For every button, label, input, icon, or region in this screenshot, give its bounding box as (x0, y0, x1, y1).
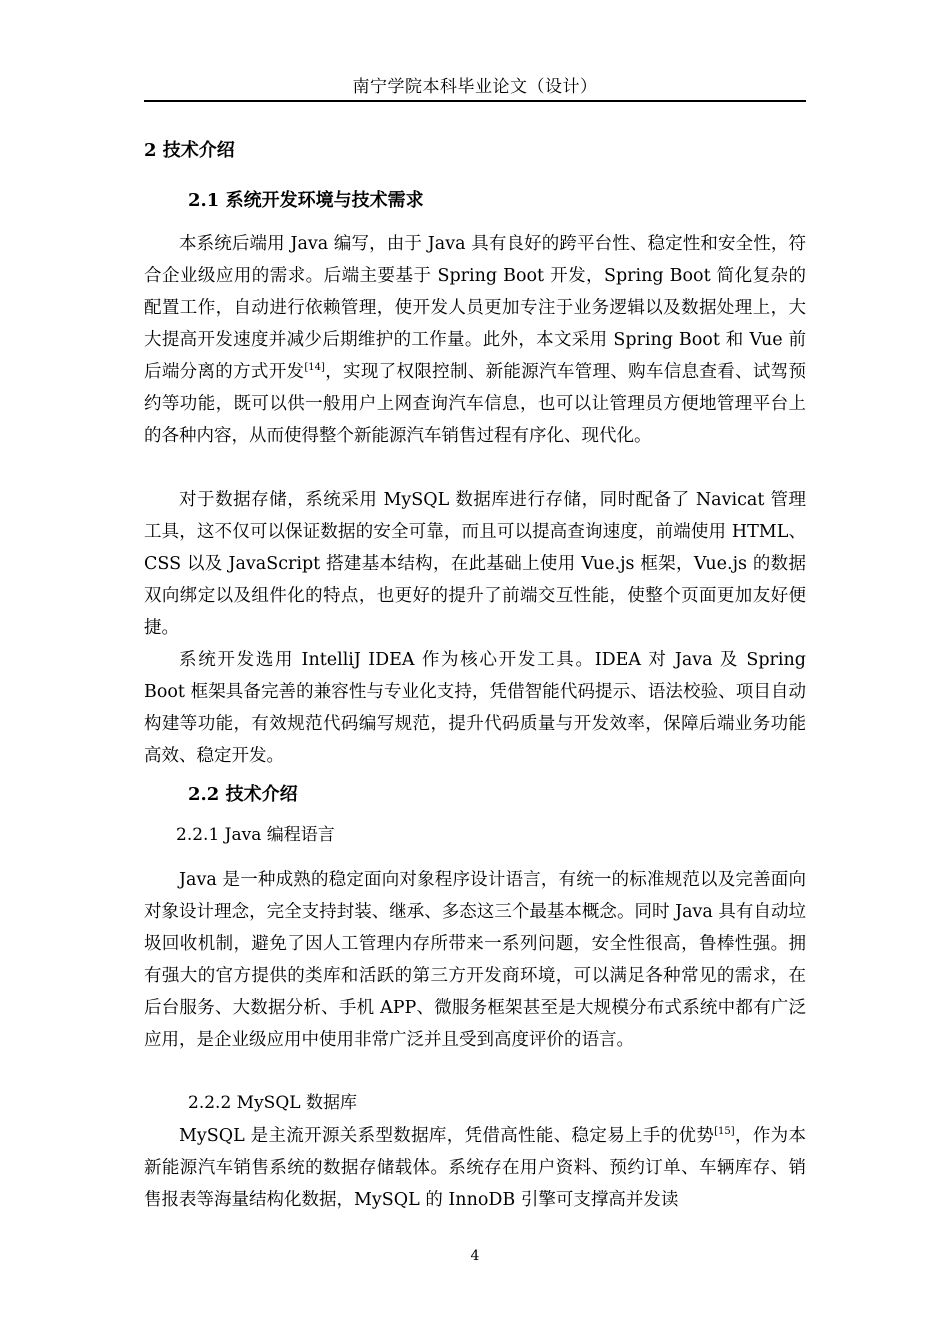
section-heading-2-2: 2.2 技术介绍 (188, 784, 298, 805)
paragraph-5-text-b: ，作为本新能源汽车销售系统的数据存储载体。系统存在用户资料、预约订单、车辆库存、销售报表等海量结构化数据，MySQL 的 InnoDB 引擎可支撑高并发读 (144, 1126, 806, 1210)
paragraph-4: Java 是一种成熟的稳定面向对象程序设计语言，有统一的标准规范以及完善面向对象设计理念，完全支持封装、继承、多态这三个最基本概念。同时 Java 具有自动垃圾回收机制，避免了因人工管理内存所带来一系列问题，安全性很高，鲁棒性强。拥有强大的官方提供的类库和活跃的第三方开发商环境，可以满足各种常见的需求，在后台服务、大数据分析、手机 APP、微服务框架甚至是大规模分布式系统中都有广泛应用，是企业级应用中使用非常广泛并且受到高度评价的语言。 (144, 870, 806, 1050)
section-heading-2-1: 2.1 系统开发环境与技术需求 (188, 190, 424, 211)
paragraph-5 (144, 1120, 806, 1216)
paragraph-1 (144, 228, 806, 452)
citation-15: [15] (714, 1126, 735, 1138)
section-heading-2: 2 技术介绍 (144, 140, 235, 161)
header-rule (144, 100, 806, 102)
paragraph-1-text-b: ，实现了权限控制、新能源汽车管理、购车信息查看、试驾预约等功能，既可以供一般用户上网查询汽车信息，也可以让管理员方便地管理平台上的各种内容，从而使得整个新能源汽车销售过程有序化、现代化。 (144, 362, 807, 446)
section-heading-2-2-1: 2.2.1 Java 编程语言 (176, 825, 335, 845)
paragraph-1-text-a: 本系统后端用 Java 编写，由于 Java 具有良好的跨平台性、稳定性和安全性，符合企业级应用的需求。后端主要基于 Spring Boot 开发，Spring Boot 简化复杂的配置工作，自动进行依赖管理，使开发人员更加专注于业务逻辑以及数据处理上，大大提高开发速度并减少后期维护的工作量。此外，本文采用 Spring Boot 和 Vue 前后端分离的方式开发 (144, 234, 806, 382)
paragraph-2: 对于数据存储，系统采用 MySQL 数据库进行存储，同时配备了 Navicat 管理工具，这不仅可以保证数据的安全可靠，而且可以提高查询速度，前端使用 HTML、CSS 以及 JavaScript 搭建基本结构，在此基础上使用 Vue.js 框架，Vue.js 的数据双向绑定以及组件化的特点，也更好的提升了前端交互性能，使整个页面更加友好便捷。 (144, 490, 806, 638)
citation-14: [14] (304, 362, 325, 374)
running-header: 南宁学院本科毕业论文（设计） (352, 77, 598, 97)
paragraph-5-text-a: MySQL 是主流开源关系型数据库，凭借高性能、稳定易上手的优势 (179, 1126, 715, 1146)
section-heading-2-2-2: 2.2.2 MySQL 数据库 (188, 1093, 357, 1113)
paragraph-3: 系统开发选用 IntelliJ IDEA 作为核心开发工具。IDEA 对 Java 及 Spring Boot 框架具备完善的兼容性与专业化支持，凭借智能代码提示、语法校验、项目自动构建等功能，有效规范代码编写规范，提升代码质量与开发效率，保障后端业务功能高效、稳定开发。 (144, 650, 806, 766)
page-number: 4 (470, 1248, 480, 1264)
